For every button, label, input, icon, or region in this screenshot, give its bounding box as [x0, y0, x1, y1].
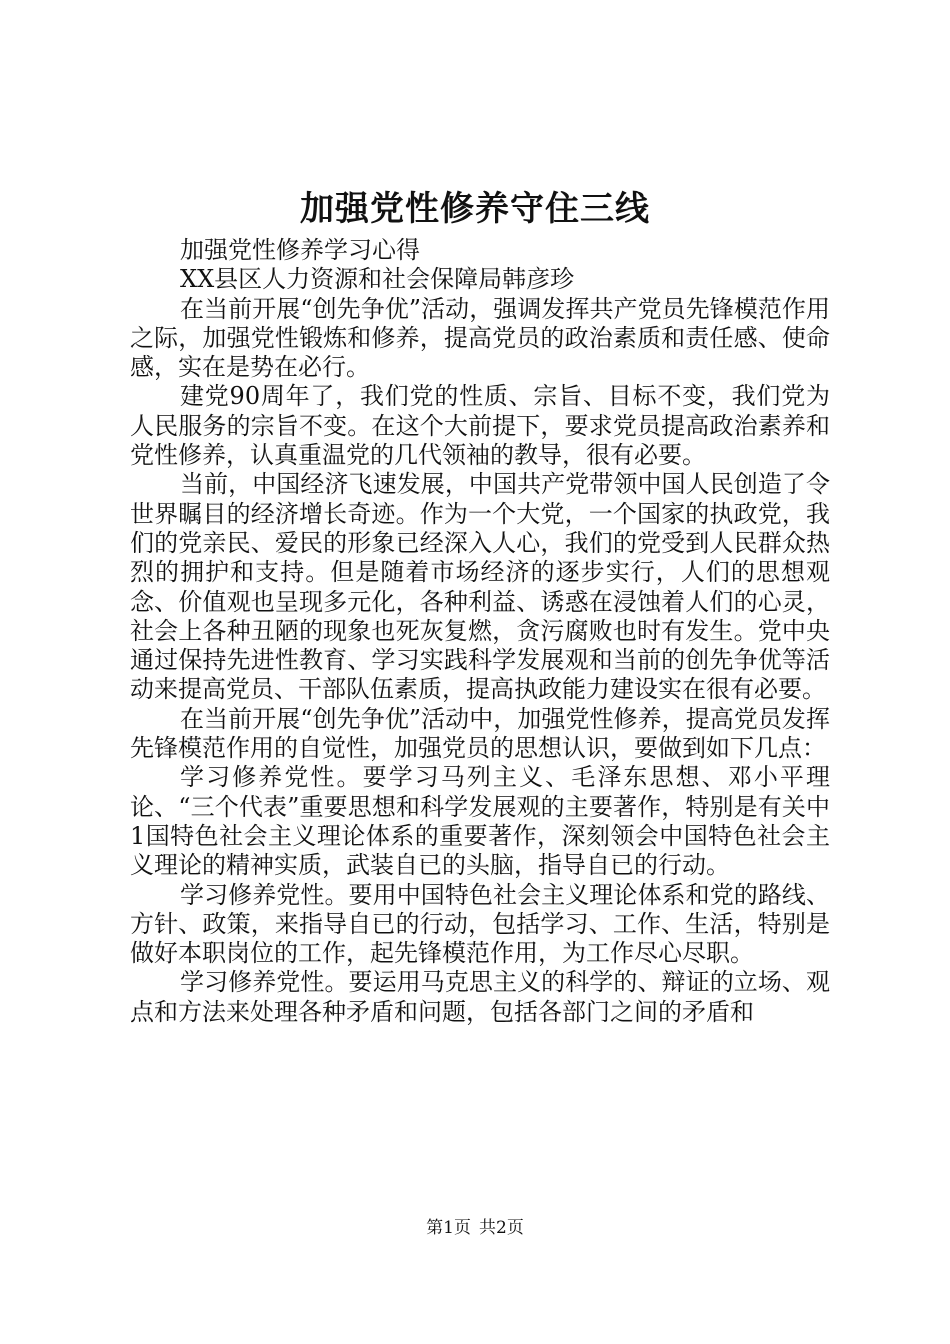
paragraph: 建党90周年了，我们党的性质、宗旨、目标不变，我们党为人民服务的宗旨不变。在这个大前提下，要求党员提高政治素养和党性修养，认真重温党的几代领袖的教导，很有必要。: [130, 382, 830, 470]
paragraph: 学习修养党性。要运用马克思主义的科学的、辩证的立场、观点和方法来处理各种矛盾和问题，包括各部门之间的矛盾和: [130, 968, 830, 1026]
page-total: 共2页: [479, 1218, 524, 1238]
paragraph: 学习修养党性。要用中国特色社会主义理论体系和党的路线、方针、政策，来指导自已的行动，包括学习、工作、生活，特别是做好本职岗位的工作，起先锋模范作用，为工作尽心尽职。: [130, 880, 830, 968]
document-body: [130, 236, 830, 1027]
paragraph: 在当前开展“创先争优”活动，强调发挥共产党员先锋模范作用之际，加强党性锻炼和修养，提高党员的政治素质和责任感、使命感，实在是势在必行。: [130, 294, 830, 382]
paragraph: 在当前开展“创先争优”活动中，加强党性修养，提高党员发挥先锋模范作用的自觉性，加强党员的思想认识，要做到如下几点：: [130, 704, 830, 763]
paragraph: 当前，中国经济飞速发展，中国共产党带领中国人民创造了令世界瞩目的经济增长奇迹。作为一个大党，一个国家的执政党，我们的党亲民、爱民的形象已经深入人心，我们的党受到人民群众热烈的拥护和支持。但是随着市场经济的逐步实行，人们的思想观念、价值观也呈现多元化，各种利益、诱惑在浸蚀着人们的心灵，社会上各种丑陋的现象也死灰复燃，贪污腐败也时有发生。党中央通过保持先进性教育、学习实践科学发展观和当前的创先争优等活动来提高党员、干部队伍素质，提高执政能力建设实在很有必要。: [130, 470, 830, 704]
document-title: 加强党性修养守住三线: [300, 189, 650, 229]
paragraph: 学习修养党性。要学习马列主义、毛泽东思想、邓小平理论、“三个代表”重要思想和科学发展观的主要著作，特别是有关中1国特色社会主义理论体系的重要著作，深刻领会中国特色社会主义理论的精神实质，武装自已的头脑，指导自已的行动。: [130, 763, 830, 880]
paragraph-subtitle: 加强党性修养学习心得: [180, 236, 420, 264]
paragraph-author: XX县区人力资源和社会保障局韩彦珍: [180, 265, 575, 294]
page-footer: [0, 1216, 950, 1240]
page-number: 第1页: [426, 1218, 471, 1238]
